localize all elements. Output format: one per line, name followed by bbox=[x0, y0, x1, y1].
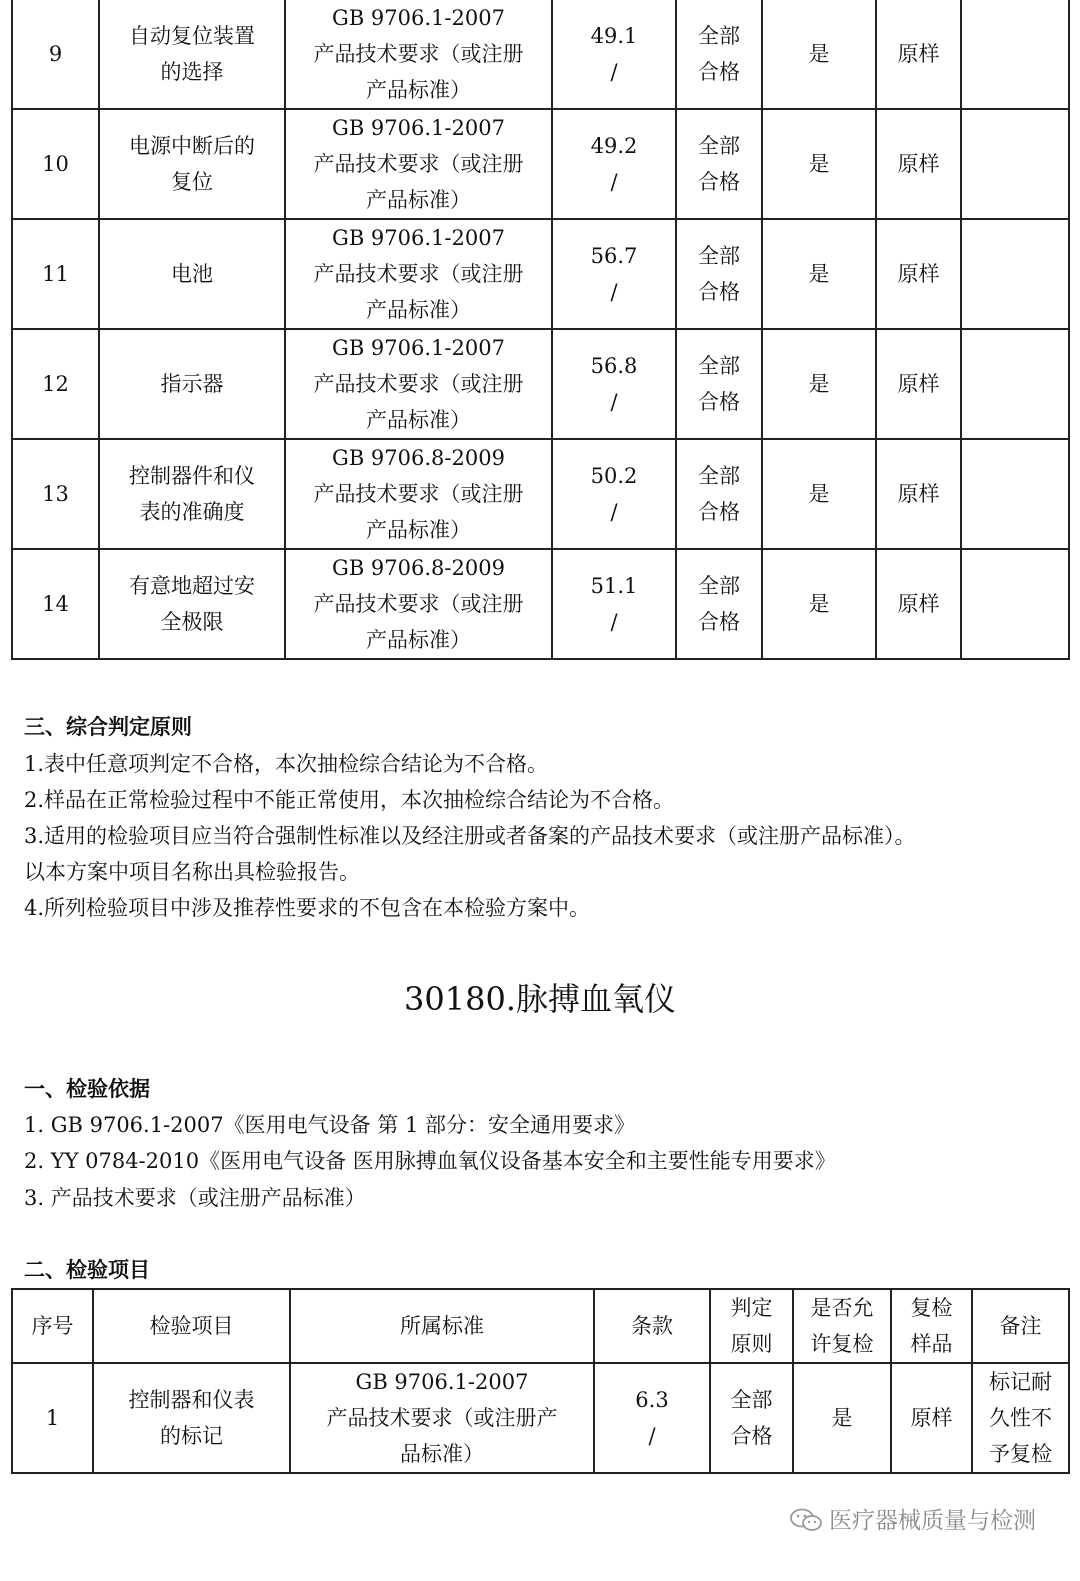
inspection-item: 有意地超过安 全极限 bbox=[99, 549, 285, 659]
basis-heading: 一、检验依据 bbox=[24, 1077, 150, 1101]
watermark-text: 医疗器械质量与检测 bbox=[829, 1508, 1036, 1534]
principle-item: 以本方案中项目名称出具检验报告。 bbox=[24, 860, 360, 884]
header-number: 序号 bbox=[12, 1289, 93, 1363]
note bbox=[961, 219, 1069, 329]
inspection-item: 自动复位装置 的选择 bbox=[99, 0, 285, 109]
note bbox=[961, 0, 1069, 109]
row-number: 13 bbox=[12, 439, 99, 549]
principles-heading: 三、综合判定原则 bbox=[24, 715, 192, 739]
row-number: 9 bbox=[12, 0, 99, 109]
retest-allowed: 是 bbox=[762, 219, 876, 329]
table-row bbox=[12, 109, 1069, 219]
clause: 50.2 / bbox=[552, 439, 676, 549]
retest-sample: 原样 bbox=[876, 0, 961, 109]
row-number: 10 bbox=[12, 109, 99, 219]
retest-allowed: 是 bbox=[762, 109, 876, 219]
table-header-row bbox=[12, 1289, 1069, 1363]
row-number: 12 bbox=[12, 329, 99, 439]
header-standard: 所属标准 bbox=[290, 1289, 594, 1363]
standard: GB 9706.8-2009 产品技术要求（或注册 产品标准） bbox=[285, 549, 552, 659]
wechat-icon bbox=[789, 1508, 823, 1532]
judgment-principle: 全部 合格 bbox=[676, 549, 762, 659]
table-row bbox=[12, 1363, 1069, 1473]
header-principle: 判定 原则 bbox=[710, 1289, 793, 1363]
items-heading: 二、检验项目 bbox=[24, 1258, 150, 1282]
basis-item: 1. GB 9706.1-2007《医用电气设备 第 1 部分：安全通用要求》 bbox=[24, 1113, 635, 1137]
basis-item: 3. 产品技术要求（或注册产品标准） bbox=[24, 1186, 366, 1210]
note bbox=[961, 549, 1069, 659]
clause: 49.2 / bbox=[552, 109, 676, 219]
standard: GB 9706.1-2007 产品技术要求（或注册 产品标准） bbox=[285, 0, 552, 109]
inspection-item: 电池 bbox=[99, 219, 285, 329]
judgment-principle: 全部 合格 bbox=[676, 109, 762, 219]
standard: GB 9706.1-2007 产品技术要求（或注册 产品标准） bbox=[285, 219, 552, 329]
principle-item: 3.适用的检验项目应当符合强制性标准以及经注册或者备案的产品技术要求（或注册产品标准）。 bbox=[24, 824, 916, 848]
retest-allowed: 是 bbox=[762, 329, 876, 439]
header-item: 检验项目 bbox=[93, 1289, 290, 1363]
retest-sample: 原样 bbox=[876, 549, 961, 659]
table-row bbox=[12, 0, 1069, 109]
principle-item: 2.样品在正常检验过程中不能正常使用，本次抽检综合结论为不合格。 bbox=[24, 788, 675, 812]
basis-item: 2. YY 0784-2010《医用电气设备 医用脉搏血氧仪设备基本安全和主要性能专用要求》 bbox=[24, 1149, 836, 1173]
inspection-table-continued bbox=[11, 0, 1070, 660]
table-row bbox=[12, 329, 1069, 439]
retest-allowed: 是 bbox=[762, 0, 876, 109]
section-title: 30180.脉搏血氧仪 bbox=[404, 980, 676, 1018]
judgment-principle: 全部 合格 bbox=[676, 439, 762, 549]
principle-item: 1.表中任意项判定不合格，本次抽检综合结论为不合格。 bbox=[24, 752, 549, 776]
note: 标记耐 久性不 予复检 bbox=[972, 1363, 1069, 1473]
table-row bbox=[12, 549, 1069, 659]
inspection-item: 电源中断后的 复位 bbox=[99, 109, 285, 219]
header-clause: 条款 bbox=[594, 1289, 710, 1363]
table-row bbox=[12, 439, 1069, 549]
judgment-principle: 全部 合格 bbox=[676, 0, 762, 109]
row-number: 11 bbox=[12, 219, 99, 329]
watermark bbox=[789, 1502, 1036, 1535]
retest-sample: 原样 bbox=[876, 329, 961, 439]
retest-allowed: 是 bbox=[793, 1363, 891, 1473]
clause: 6.3 / bbox=[594, 1363, 710, 1473]
standard: GB 9706.1-2007 产品技术要求（或注册产 品标准） bbox=[290, 1363, 594, 1473]
judgment-principle: 全部 合格 bbox=[676, 219, 762, 329]
clause: 56.7 / bbox=[552, 219, 676, 329]
judgment-principle: 全部 合格 bbox=[676, 329, 762, 439]
table-row bbox=[12, 219, 1069, 329]
inspection-items-table bbox=[11, 1288, 1070, 1474]
clause: 49.1 / bbox=[552, 0, 676, 109]
standard: GB 9706.1-2007 产品技术要求（或注册 产品标准） bbox=[285, 329, 552, 439]
retest-allowed: 是 bbox=[762, 549, 876, 659]
retest-sample: 原样 bbox=[876, 109, 961, 219]
header-note: 备注 bbox=[972, 1289, 1069, 1363]
retest-sample: 原样 bbox=[876, 219, 961, 329]
row-number: 14 bbox=[12, 549, 99, 659]
standard: GB 9706.1-2007 产品技术要求（或注册 产品标准） bbox=[285, 109, 552, 219]
row-number: 1 bbox=[12, 1363, 93, 1473]
clause: 56.8 / bbox=[552, 329, 676, 439]
standard: GB 9706.8-2009 产品技术要求（或注册 产品标准） bbox=[285, 439, 552, 549]
header-sample: 复检 样品 bbox=[891, 1289, 972, 1363]
inspection-item: 控制器件和仪 表的准确度 bbox=[99, 439, 285, 549]
retest-sample: 原样 bbox=[876, 439, 961, 549]
inspection-item: 指示器 bbox=[99, 329, 285, 439]
clause: 51.1 / bbox=[552, 549, 676, 659]
principle-item: 4.所列检验项目中涉及推荐性要求的不包含在本检验方案中。 bbox=[24, 896, 591, 920]
judgment-principle: 全部 合格 bbox=[710, 1363, 793, 1473]
note bbox=[961, 329, 1069, 439]
inspection-item: 控制器和仪表 的标记 bbox=[93, 1363, 290, 1473]
note bbox=[961, 109, 1069, 219]
header-retest: 是否允 许复检 bbox=[793, 1289, 891, 1363]
note bbox=[961, 439, 1069, 549]
retest-sample: 原样 bbox=[891, 1363, 972, 1473]
retest-allowed: 是 bbox=[762, 439, 876, 549]
